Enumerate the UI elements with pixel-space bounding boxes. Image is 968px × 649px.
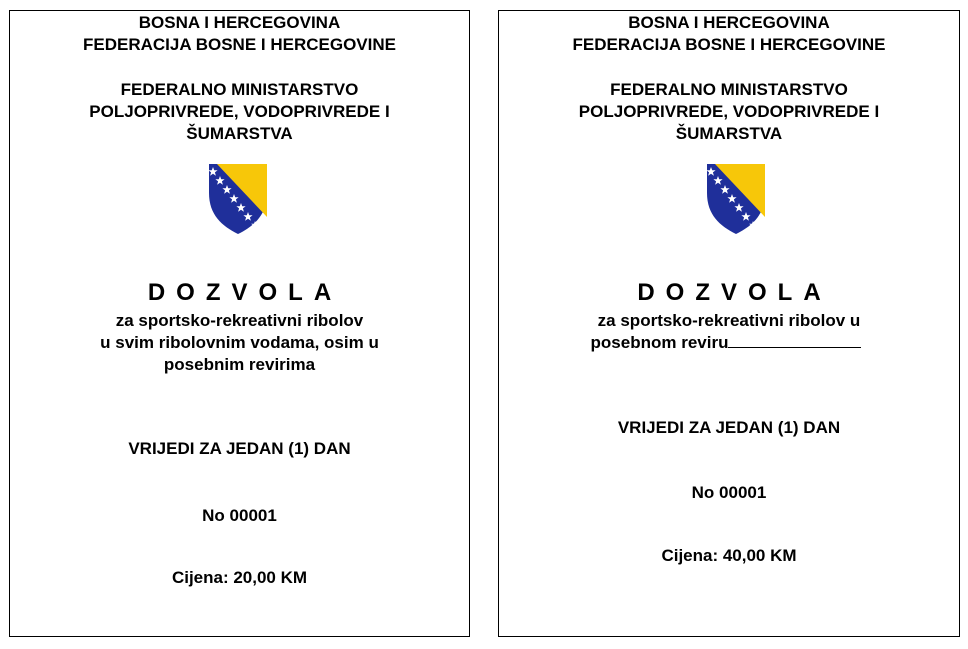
country-name: BOSNA I HERCEGOVINA (628, 13, 830, 32)
permit-price: Cijena: 20,00 KM (171, 568, 308, 587)
permit-subtitle-line-1: za sportsko-rekreativni ribolov (115, 311, 364, 330)
validity-text: VRIJEDI ZA JEDAN (1) DAN (617, 418, 841, 437)
validity-text: VRIJEDI ZA JEDAN (1) DAN (128, 439, 351, 458)
permit-subtitle-line-2: u svim ribolovnim vodama, osim u (100, 333, 379, 352)
coat-of-arms-icon (207, 163, 269, 235)
district-label: posebnom reviru (590, 333, 729, 352)
permit-card-special-district (498, 10, 960, 637)
coat-of-arms-icon (705, 163, 767, 235)
permit-price: Cijena: 40,00 KM (661, 546, 797, 565)
permit-subtitle-line-1: za sportsko-rekreativni ribolov u (597, 311, 861, 330)
ministry-name-line-2: POLJOPRIVREDE, VODOPRIVREDE I (89, 102, 390, 121)
permit-title: DOZVOLA (637, 279, 832, 306)
ministry-name-line-3: ŠUMARSTVA (186, 124, 293, 143)
federation-name: FEDERACIJA BOSNE I HERCEGOVINE (572, 35, 886, 54)
permit-card-general-waters (9, 10, 470, 637)
ministry-name-line-2: POLJOPRIVREDE, VODOPRIVREDE I (578, 102, 880, 121)
ministry-name-line-3: ŠUMARSTVA (675, 124, 783, 143)
permit-subtitle-line-2 (493, 333, 959, 353)
district-name-blank (728, 333, 861, 348)
ministry-name-line-1: FEDERALNO MINISTARSTVO (610, 80, 848, 99)
permit-subtitle-line-3: posebnim revirima (163, 355, 316, 374)
permit-number: No 00001 (202, 506, 277, 525)
country-name: BOSNA I HERCEGOVINA (138, 13, 341, 32)
permit-number: No 00001 (691, 483, 767, 502)
federation-name: FEDERACIJA BOSNE I HERCEGOVINE (83, 35, 396, 54)
permit-title: DOZVOLA (147, 279, 343, 306)
ministry-name-line-1: FEDERALNO MINISTARSTVO (120, 80, 359, 99)
